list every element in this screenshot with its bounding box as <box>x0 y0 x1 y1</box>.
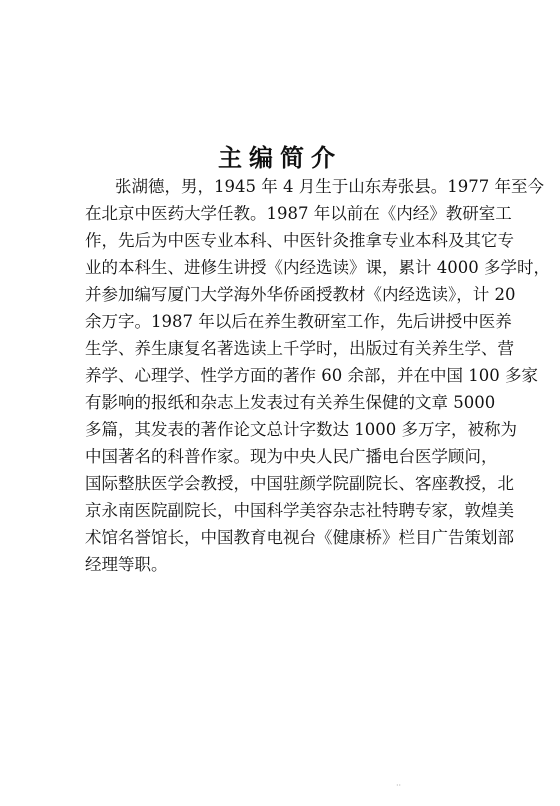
bio-line: 国际整肤医学会教授，中国驻颜学院副院长、客座教授，北 <box>85 474 514 493</box>
page-title: 主编简介 <box>218 144 342 172</box>
bio-line: 中国著名的科普作家。现为中央人民广播电台医学顾问， <box>85 447 498 466</box>
bio-line: 作，先后为中医专业本科、中医针灸推拿专业本科及其它专 <box>85 231 514 250</box>
bio-line: 并参加编写厦门大学海外华侨函授教材《内经选读》，计 20 <box>85 285 516 304</box>
bio-line: 张湖德，男，1945 年 4 月生于山东寿张县。1977 年至今 <box>115 177 544 196</box>
bio-line: 在北京中医药大学任教。1987 年以前在《内经》教研室工 <box>85 204 512 223</box>
bio-text <box>85 173 550 578</box>
bio-line: 京永南医院副院长，中国科学美容杂志社特聘专家，敦煌美 <box>85 501 514 520</box>
bio-line: 生学、养生康复名著选读上千学时，出版过有关养生学、营 <box>85 339 514 358</box>
bio-line: 业的本科生、进修生讲授《内经选读》课，累计 4000 多学时， <box>85 258 550 277</box>
page-mark: ·· <box>396 781 402 790</box>
bio-line: 有影响的报纸和杂志上发表过有关养生保健的文章 5000 <box>85 393 496 412</box>
bio-line: 余万字。1987 年以后在养生教研室工作，先后讲授中医养 <box>85 312 512 331</box>
bio-line: 多篇，其发表的著作论文总计字数达 1000 多万字，被称为 <box>85 420 517 439</box>
bio-line: 经理等职。 <box>85 555 168 574</box>
bio-line: 养学、心理学、性学方面的著作 60 余部，并在中国 100 多家 <box>85 366 538 385</box>
bio-line: 术馆名誉馆长，中国教育电视台《健康桥》栏目广告策划部 <box>85 528 514 547</box>
